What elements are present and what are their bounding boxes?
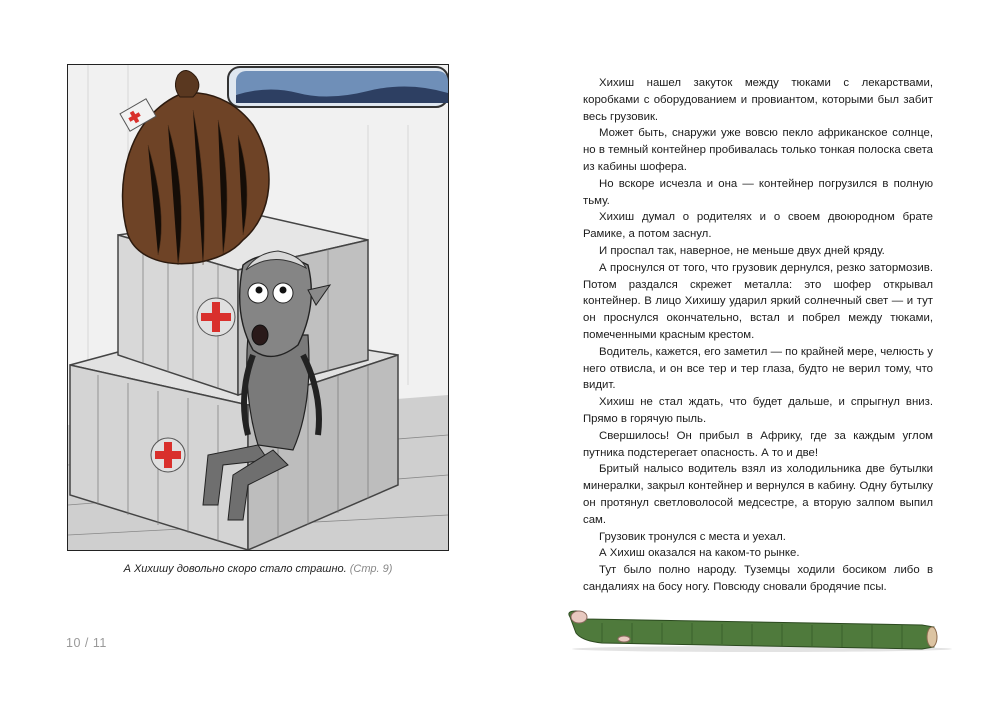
paragraph: Тут было полно народу. Туземцы ходили босиком либо в сандалиях на босу ногу. Повсюду сновали бродячие псы. xyxy=(583,564,933,593)
illustration-caption xyxy=(67,563,449,575)
illustration-drawing xyxy=(68,65,448,550)
paragraph: Водитель, кажется, его заметил — по крайней мере, челюсть у него отвисла, и он все тер и тер глаза, будто не верил тому, что видит. xyxy=(583,345,933,392)
paragraph: Бритый налысо водитель взял из холодильника две бутылки минералки, закрыл контейнер и вернулся в кабину. Одну бутылку он протянул светловолосой медсестре, а вторую залпом выпил сам. xyxy=(583,463,933,526)
paragraph: Может быть, снаружи уже вовсю пекло африканское солнце, но в темный контейнер пробивалась только тонкая полоска света из кабины шофера. xyxy=(583,127,933,173)
window-illustration xyxy=(228,67,448,107)
paragraph: А Хихиш оказался на каком-то рынке. xyxy=(599,547,800,560)
green-branch-illustration xyxy=(562,605,960,655)
page-number: 10 / 11 xyxy=(66,636,107,650)
caption-page-reference: (Стр. 9) xyxy=(349,563,393,575)
paragraph: Хихиш думал о родителях и о своем двоюродном брате Рамике, а потом заснул. xyxy=(583,211,933,241)
paragraph: Хихиш не стал ждать, что будет дальше, и спрыгнул вниз. Прямо в горячую пыль. xyxy=(583,396,933,425)
illustration-frame xyxy=(67,64,449,551)
paragraph: Грузовик тронулся с места и уехал. xyxy=(599,530,786,543)
paragraph: И проспал так, наверное, не меньше двух дней кряду. xyxy=(599,244,885,257)
paragraph: Свершилось! Он прибыл в Африку, где за каждым углом путника подстерегает опасность. А то и две! xyxy=(583,429,933,459)
paragraph: Хихиш нашел закуток между тюками с лекарствами, коробками с оборудованием и провиантом, которыми был забит весь грузовик. xyxy=(583,77,933,123)
paragraph: Но вскоре исчезла и она — контейнер погрузился в полную тьму. xyxy=(583,177,933,207)
paragraph: А проснулся от того, что грузовик дернулся, резко затормозив. Потом раздался скрежет металла: это шофер открывал контейнер. В лицо Хихишу ударил яркий солнечный свет — и тут он проснулся окончательно, встал и побрел между тюками, помеченными красным крестом. xyxy=(583,261,933,341)
story-text xyxy=(583,75,933,596)
caption-text: А Хихишу довольно скоро стало страшно. xyxy=(123,563,347,575)
